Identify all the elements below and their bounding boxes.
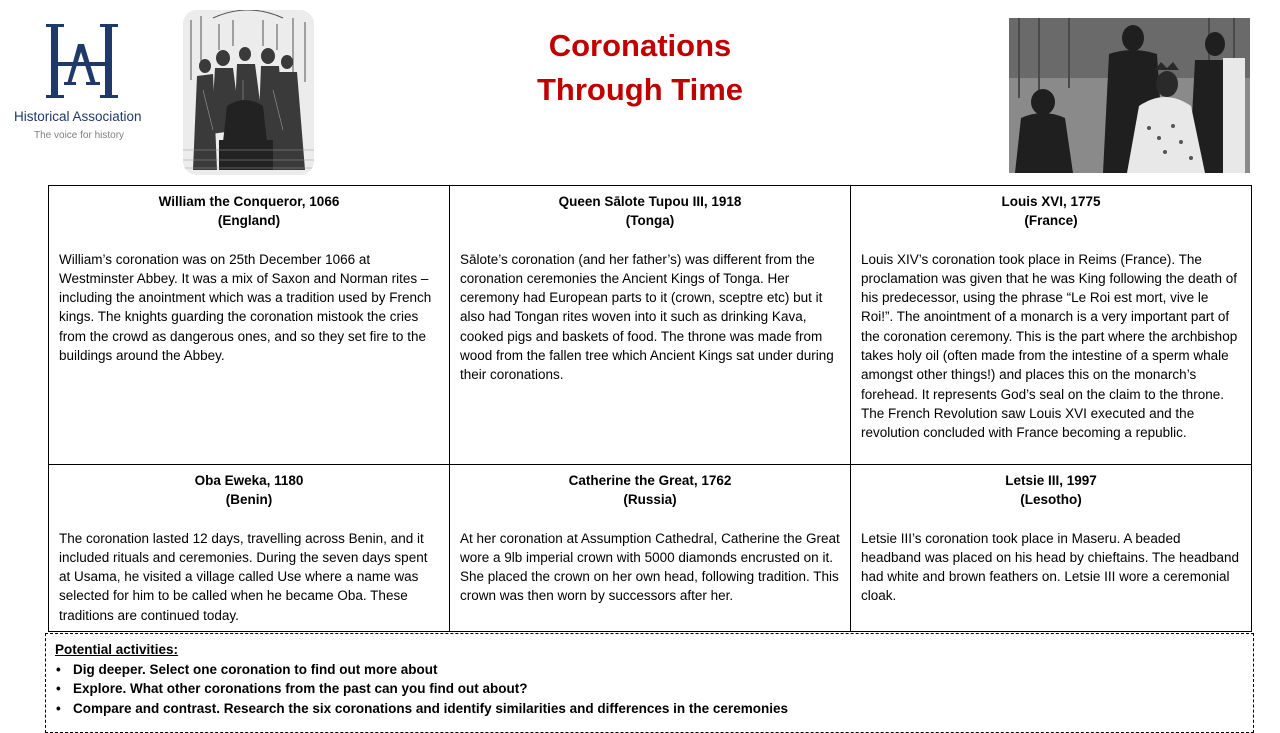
coronation-text: The coronation lasted 12 days, travelling across Benin, and it included rituals and ceremonies. During the seven days spent at Usama, he visited a village called Use where a name was selected for him to be called when he became Oba. These traditions are continued today. <box>59 530 428 623</box>
coronation-place: (England) <box>217 213 281 229</box>
list-item: • Compare and contrast. Research the six coronations and identify similarities and differences in the ceremonies <box>55 699 1244 719</box>
coronation-text: Louis XIV’s coronation took place in Reims (France). The proclamation was given that he was King following the death of his predecessor, using the phrase “Le Roi est mort, vive le Roi!”. The anointment of a monarch is a very important part of the coronation ceremony. This is the part where the archbishop takes holy oil (often made from the intestine of a sperm whale amongst other things!) and places this on the monarch’s forehead. It represents God’s seal on the claim to the throne. The French Revolution saw Louis XVI executed and the revolution concluded with France becoming a republic. <box>861 251 1238 441</box>
activities-heading: Potential activities: <box>55 642 179 657</box>
historical-association-logo <box>12 18 154 148</box>
cell-heading <box>460 192 840 231</box>
cell-heading <box>861 192 1241 231</box>
activities-list <box>55 660 1244 719</box>
coronation-place: (Lesotho) <box>1020 492 1082 508</box>
coronation-text: Sālote’s coronation (and her father’s) was different from the coronation ceremonies the Ancient Kings of Tonga. Her ceremony had European parts to it (crown, sceptre etc) but it also had Tongan rites woven into it such as drinking Kava, cooked pigs and baskets of food. The throne was made from wood from the fallen tree which Ancient Kings sat under during their coronations. <box>460 251 834 383</box>
logo-name: Historical Association <box>14 109 142 124</box>
coronation-place: (France) <box>1024 213 1078 229</box>
coronation-cell-louis <box>851 186 1252 465</box>
cell-heading <box>59 471 439 510</box>
coronation-text: William’s coronation was on 25th December 1066 at Westminster Abbey. It was a mix of Saxon and Norman rites – including the anointment which was a tradition used by French kings. The knights guarding the coronation mistook the cries from the crowd as dangerous ones, and so they set fire to the buildings around the Abbey. <box>59 251 432 364</box>
coronation-name: Catherine the Great, 1762 <box>568 473 732 488</box>
coronation-cell-salote <box>450 186 851 465</box>
coronation-text: Letsie III’s coronation took place in Maseru. A beaded headband was placed on his head by chieftains. The headband had white and brown feathers on. Letsie III wore a ceremonial cloak. <box>861 530 1240 604</box>
cell-heading <box>59 192 439 231</box>
list-item: • Dig deeper. Select one coronation to find out more about <box>55 660 1244 680</box>
ha-monogram-icon <box>42 22 122 100</box>
coronation-cell-letsie <box>851 465 1252 632</box>
coronation-engraving-image <box>183 10 314 175</box>
table-row <box>49 186 1252 465</box>
title-line-2: Through Time <box>536 72 744 107</box>
coronation-name: Letsie III, 1997 <box>1005 473 1097 488</box>
coronation-cell-william <box>49 186 450 465</box>
coronation-place: (Russia) <box>623 492 677 508</box>
coronation-name: Louis XVI, 1775 <box>1001 194 1101 209</box>
tongan-coronation-photo <box>1009 18 1250 173</box>
cell-heading <box>460 471 840 510</box>
coronation-cell-eweka <box>49 465 450 632</box>
logo-tagline: The voice for history <box>34 130 125 141</box>
table-row <box>49 465 1252 632</box>
coronation-cell-catherine <box>450 465 851 632</box>
coronation-name: Queen Sālote Tupou III, 1918 <box>558 194 742 209</box>
list-item: • Explore. What other coronations from the past can you find out about? <box>55 679 1244 699</box>
title-line-1: Coronations <box>548 28 732 63</box>
coronation-name: Oba Eweka, 1180 <box>194 473 304 488</box>
coronations-table <box>48 185 1252 632</box>
activities-box <box>45 633 1254 733</box>
coronation-text: At her coronation at Assumption Cathedral, Catherine the Great wore a 9lb imperial crown with 5000 diamonds encrusted on it. She placed the crown on her own head, following tradition. This crown was then worn by successors after her. <box>460 530 840 604</box>
cell-heading <box>861 471 1241 510</box>
coronation-name: William the Conqueror, 1066 <box>158 194 340 209</box>
coronation-place: (Tonga) <box>625 213 675 229</box>
coronation-place: (Benin) <box>225 492 273 508</box>
page-title <box>440 24 840 112</box>
